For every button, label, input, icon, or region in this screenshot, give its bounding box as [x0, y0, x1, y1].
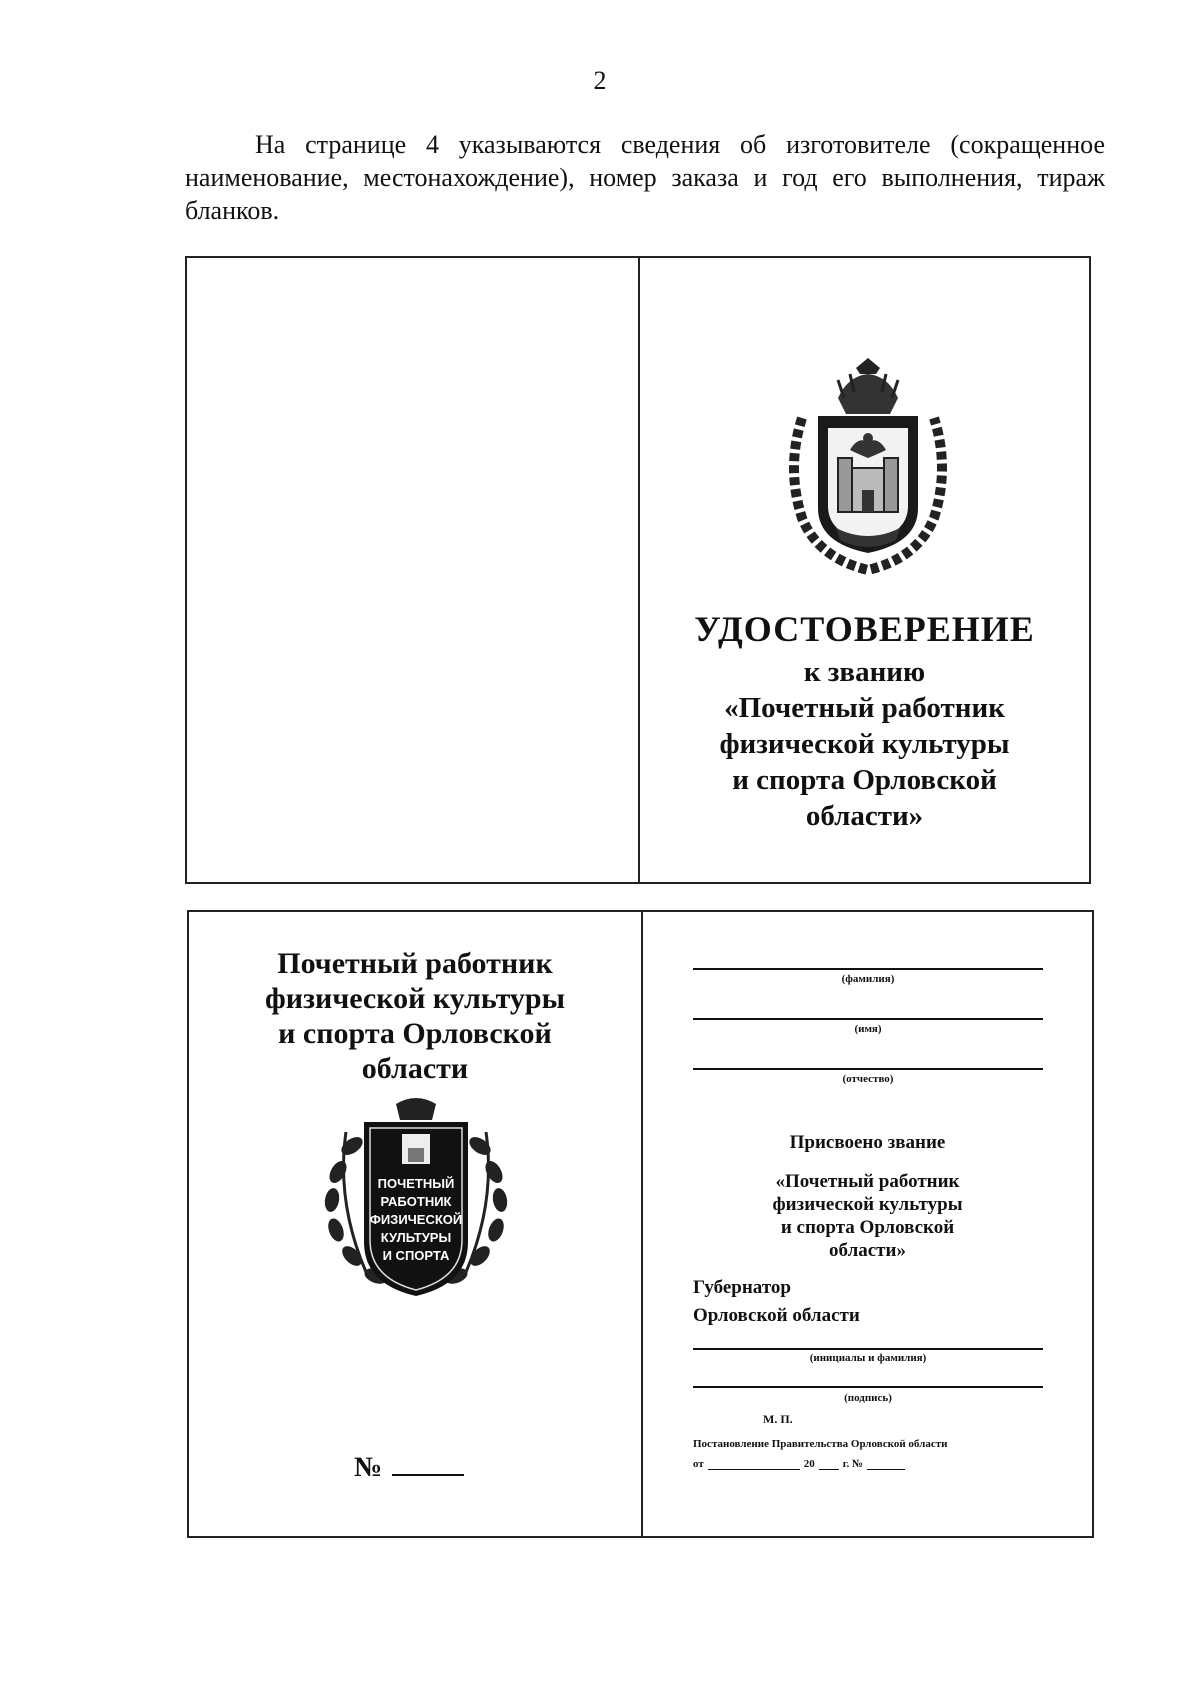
decree-year-blank	[819, 1459, 839, 1470]
honor-badge-icon	[316, 1092, 516, 1302]
surname-line	[693, 968, 1043, 970]
badge-text-line: КУЛЬТУРЫ	[380, 1230, 452, 1245]
honor-panel	[189, 912, 641, 1536]
decree-number-blank	[867, 1459, 905, 1470]
decree-year-suffix: г. №	[842, 1458, 864, 1470]
honor-title-line: Почетный работник	[277, 947, 553, 980]
initials-line	[693, 1348, 1043, 1350]
badge-text-line: ФИЗИЧЕСКОЙ	[369, 1212, 463, 1227]
cover-subtitle-line: и спорта Орловской	[732, 764, 997, 796]
honor-title-line: области	[361, 1052, 469, 1085]
details-panel	[643, 912, 1092, 1536]
stamp-place-label: М. П.	[763, 1412, 793, 1426]
governor-line: Губернатор	[693, 1277, 791, 1298]
badge-text-line: ПОЧЕТНЫЙ	[377, 1176, 455, 1191]
cover-subtitle-line: физической культуры	[719, 728, 1010, 760]
patronymic-caption: (отчество)	[842, 1073, 894, 1085]
certificate-inner-spread	[187, 910, 1094, 1538]
badge-text-line: РАБОТНИК	[380, 1194, 452, 1209]
intro-paragraph: На странице 4 указываются сведения об изготовителе (сокращенное наименование, местонахождение), номер заказа и год его выполнения, тираж бланков.	[185, 130, 1105, 225]
honor-title-line: и спорта Орловской	[278, 1017, 552, 1050]
cover-subtitle-line: к званию	[803, 656, 926, 688]
governor-title	[693, 1274, 860, 1330]
cover-title: УДОСТОВЕРЕНИЕ	[694, 609, 1035, 649]
name-line	[693, 1018, 1043, 1020]
initials-caption: (инициалы и фамилия)	[809, 1352, 927, 1364]
oryol-coat-of-arms-icon	[778, 358, 958, 578]
decree-label: Постановление Правительства Орловской области	[693, 1438, 948, 1450]
honor-title-line: физической культуры	[264, 982, 566, 1015]
cover-subtitle	[640, 654, 1089, 834]
certificate-number-field	[354, 1452, 464, 1484]
page-number: 2	[593, 66, 607, 95]
front-cover-panel	[640, 258, 1089, 882]
assigned-label: Присвоено звание	[789, 1132, 946, 1153]
honor-title	[189, 946, 641, 1086]
assigned-title-line: и спорта Орловской	[780, 1217, 955, 1238]
certificate-outer-spread	[185, 256, 1091, 884]
patronymic-line	[693, 1068, 1043, 1070]
surname-caption: (фамилия)	[841, 973, 895, 985]
decree-from-label: от	[693, 1458, 704, 1470]
number-label: №	[354, 1452, 383, 1483]
assigned-title	[643, 1170, 1092, 1262]
back-cover-panel	[187, 258, 638, 882]
cover-subtitle-line: области»	[805, 800, 924, 832]
number-blank-line	[392, 1452, 464, 1476]
decree-day-blank	[708, 1459, 800, 1470]
cover-subtitle-line: «Почетный работник	[724, 692, 1005, 724]
assigned-title-line: «Почетный работник	[775, 1171, 960, 1192]
assigned-title-line: физической культуры	[772, 1194, 963, 1215]
governor-line: Орловской области	[693, 1305, 860, 1326]
decree-year-prefix: 20	[803, 1458, 815, 1470]
signature-caption: (подпись)	[844, 1392, 892, 1404]
decree-date	[693, 1458, 905, 1470]
signature-line	[693, 1386, 1043, 1388]
badge-text-line: И СПОРТА	[382, 1248, 450, 1263]
name-caption: (имя)	[854, 1023, 882, 1035]
assigned-title-line: области»	[829, 1240, 906, 1261]
